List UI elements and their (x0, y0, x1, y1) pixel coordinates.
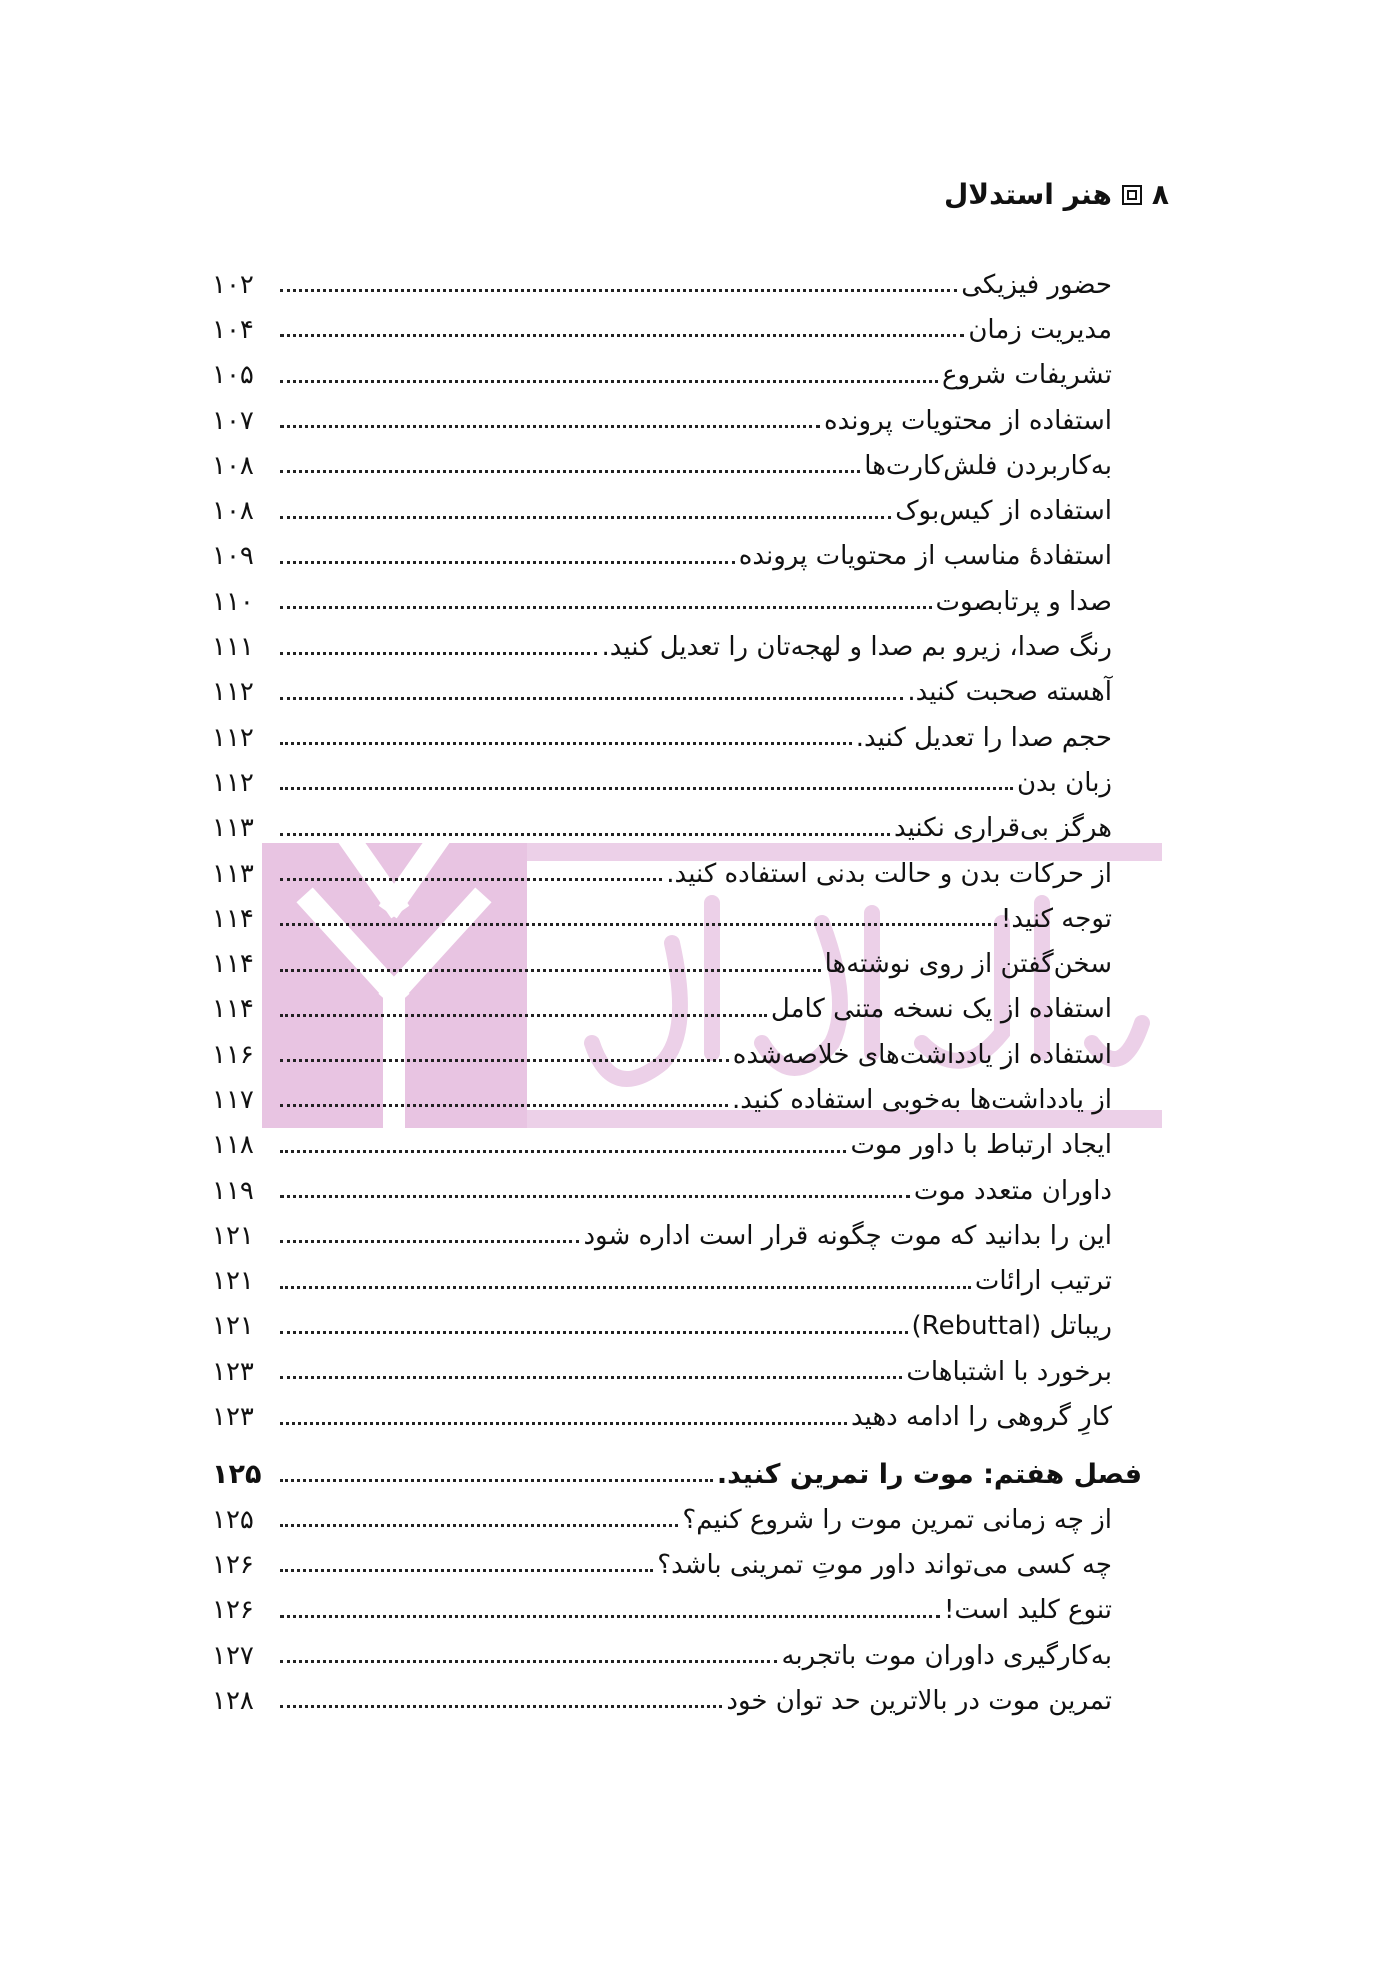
dot-leader (280, 1033, 729, 1062)
toc-entry (212, 715, 1142, 760)
toc-entry (212, 1497, 1142, 1542)
toc-entry (212, 1349, 1142, 1394)
toc-entry (212, 670, 1142, 715)
toc-entry-title: فصل هفتم: موت را تمرین کنید. (716, 1458, 1142, 1490)
header-book-title: هنر استدلال (944, 178, 1112, 211)
toc-entry-title: داوران متعدد موت (913, 1175, 1112, 1206)
toc-entry (212, 941, 1142, 986)
toc-entry (212, 1123, 1142, 1168)
toc-entry-title: استفاده از یادداشت‌های خلاصه‌شده (732, 1039, 1112, 1070)
toc-entry-page-number: ۱۱۱ (212, 632, 254, 663)
toc-entry-page-number: ۱۱۰ (212, 586, 254, 617)
toc-entry-page-number: ۱۰۲ (212, 269, 254, 300)
toc-entry-page-number: ۱۱۹ (212, 1175, 254, 1206)
toc-entry (212, 1032, 1142, 1077)
toc-entry (212, 760, 1142, 805)
toc-entry (212, 307, 1142, 352)
toc-entry-page-number: ۱۲۵ (212, 1504, 254, 1535)
toc-entry-title: ریباتل (Rebuttal) (911, 1311, 1112, 1342)
dot-leader (280, 852, 662, 881)
toc-entry (212, 353, 1142, 398)
dot-leader (280, 807, 890, 836)
toc-entry-page-number: ۱۰۸ (212, 496, 254, 527)
toc-entry-title: تنوع کلید است! (944, 1595, 1112, 1626)
dot-leader (280, 444, 860, 473)
square-ornament-icon (1122, 185, 1142, 205)
dot-leader (280, 1589, 940, 1618)
toc-entry (212, 1542, 1142, 1587)
toc-entry-title: از چه زمانی تمرین موت را شروع کنیم؟ (682, 1504, 1112, 1535)
toc-entry (212, 1213, 1142, 1258)
toc-entry-page-number: ۱۱۶ (212, 1039, 254, 1070)
dot-leader (280, 490, 891, 519)
running-header (944, 178, 1169, 211)
toc-entry-page-number: ۱۱۴ (212, 994, 254, 1025)
toc-entry-title: توجه کنید! (1000, 903, 1112, 934)
toc-entry-title: زبان بدن (1016, 767, 1112, 798)
dot-leader (280, 1078, 728, 1107)
toc-entry-title: تشریفات شروع (941, 360, 1112, 391)
toc-entry-page-number: ۱۰۸ (212, 450, 254, 481)
toc-entry-title: رنگ صدا، زیرو بم صدا و لهجه‌تان را تعدیل کنید. (601, 632, 1112, 663)
toc-entry-title: سخن‌گفتن از روی نوشته‌ها (824, 949, 1112, 980)
toc-entry-page-number: ۱۱۴ (212, 903, 254, 934)
toc-entry (212, 851, 1142, 896)
toc-entry (212, 443, 1142, 488)
toc-entry-page-number: ۱۲۱ (212, 1220, 254, 1251)
dot-leader (280, 308, 964, 337)
dot-leader (280, 1634, 777, 1663)
dot-leader (280, 535, 735, 564)
toc-entry-title: از حرکات بدن و حالت بدنی استفاده کنید. (666, 858, 1112, 889)
toc-chapter-entry (212, 1452, 1142, 1497)
toc-entry (212, 1633, 1142, 1678)
toc-entry-title: این را بدانید که موت چگونه قرار است اداره شود (583, 1220, 1112, 1251)
toc-entry-page-number: ۱۱۳ (212, 858, 254, 889)
toc-entry-title: استفاده از محتویات پرونده (824, 405, 1112, 436)
dot-leader (280, 1396, 847, 1425)
toc-entry-title: ایجاد ارتباط با داور موت (850, 1130, 1112, 1161)
dot-leader (280, 943, 821, 972)
dot-leader (280, 897, 997, 926)
toc-entry-title: آهسته صحبت کنید. (907, 677, 1112, 708)
dot-leader (280, 1169, 910, 1198)
dot-leader (280, 716, 852, 745)
toc-entry-title: چه کسی می‌تواند داور موتِ تمرینی باشد؟ (657, 1549, 1112, 1580)
toc-entry-page-number: ۱۲۱ (212, 1311, 254, 1342)
toc-entry-page-number: ۱۲۶ (212, 1549, 254, 1580)
dot-leader (280, 1305, 908, 1334)
dot-leader (280, 1498, 678, 1527)
toc-entry (212, 398, 1142, 443)
toc-entry-title: تمرین موت در بالاترین حد توان خود (726, 1685, 1112, 1716)
toc-entry-title: به‌کاربردن فلش‌کارت‌ها (864, 450, 1112, 481)
toc-entry-title: به‌کارگیری داوران موت باتجربه (781, 1640, 1112, 1671)
toc-entry (212, 896, 1142, 941)
toc-entry-title: از یادداشت‌ها به‌خوبی استفاده کنید. (731, 1084, 1112, 1115)
toc-entry (212, 579, 1142, 624)
dot-leader (280, 1543, 653, 1572)
toc-entry-title: استفادهٔ مناسب از محتویات پرونده (738, 541, 1112, 572)
toc-entry-page-number: ۱۱۲ (212, 767, 254, 798)
toc-entry-title: حضور فیزیکی (961, 269, 1112, 300)
toc-entry-title: حجم صدا را تعدیل کنید. (855, 722, 1112, 753)
toc-entry-page-number: ۱۲۳ (212, 1356, 254, 1387)
toc-entry-title: استفاده از یک نسخه متنی کامل (770, 994, 1112, 1025)
toc-entry-page-number: ۱۲۷ (212, 1640, 254, 1671)
toc-entry (212, 1259, 1142, 1304)
toc-entry (212, 987, 1142, 1032)
dot-leader (280, 1453, 713, 1482)
toc-entry-page-number: ۱۱۸ (212, 1130, 254, 1161)
table-of-contents (212, 262, 1142, 1724)
toc-entry (212, 1168, 1142, 1213)
toc-entry (212, 488, 1142, 533)
toc-entry (212, 1077, 1142, 1122)
toc-entry-title: ترتیب ارائات (974, 1266, 1112, 1297)
toc-entry-page-number: ۱۱۲ (212, 722, 254, 753)
toc-entry-title: هرگز بی‌قراری نکنید (893, 813, 1112, 844)
toc-entry (212, 534, 1142, 579)
toc-entry-page-number: ۱۲۳ (212, 1402, 254, 1433)
dot-leader (280, 988, 767, 1017)
toc-entry-page-number: ۱۲۶ (212, 1595, 254, 1626)
toc-entry-page-number: ۱۱۷ (212, 1084, 254, 1115)
dot-leader (280, 761, 1013, 790)
toc-entry-title: استفاده از کیس‌بوک (895, 496, 1112, 527)
dot-leader (280, 671, 903, 700)
dot-leader (280, 1124, 846, 1153)
toc-entry (212, 1304, 1142, 1349)
dot-leader (280, 399, 820, 428)
toc-entry-page-number: ۱۱۴ (212, 949, 254, 980)
toc-entry-page-number: ۱۲۵ (212, 1458, 262, 1490)
toc-entry-page-number: ۱۰۵ (212, 360, 254, 391)
dot-leader (280, 1214, 579, 1243)
toc-entry-title: کارِ گروهی را ادامه دهید (850, 1402, 1112, 1433)
toc-entry-page-number: ۱۱۳ (212, 813, 254, 844)
dot-leader (280, 1260, 971, 1289)
dot-leader (280, 626, 597, 655)
toc-entry (212, 624, 1142, 669)
toc-entry (212, 806, 1142, 851)
dot-leader (280, 1350, 902, 1379)
dot-leader (280, 263, 957, 292)
toc-entry-page-number: ۱۰۷ (212, 405, 254, 436)
toc-entry-title: مدیریت زمان (968, 314, 1112, 345)
header-page-number: ۸ (1151, 178, 1169, 211)
toc-entry-title: برخورد با اشتباهات (906, 1356, 1112, 1387)
toc-entry (212, 1678, 1142, 1723)
dot-leader (280, 580, 932, 609)
toc-entry (212, 262, 1142, 307)
dot-leader (280, 354, 938, 383)
toc-entry (212, 1394, 1142, 1439)
toc-entry (212, 1588, 1142, 1633)
toc-entry-title: صدا و پرتابصوت (935, 586, 1112, 617)
toc-entry-page-number: ۱۰۹ (212, 541, 254, 572)
toc-entry-page-number: ۱۲۸ (212, 1685, 254, 1716)
toc-entry-page-number: ۱۱۲ (212, 677, 254, 708)
toc-entry-page-number: ۱۰۴ (212, 314, 254, 345)
dot-leader (280, 1679, 722, 1708)
toc-entry-page-number: ۱۲۱ (212, 1266, 254, 1297)
